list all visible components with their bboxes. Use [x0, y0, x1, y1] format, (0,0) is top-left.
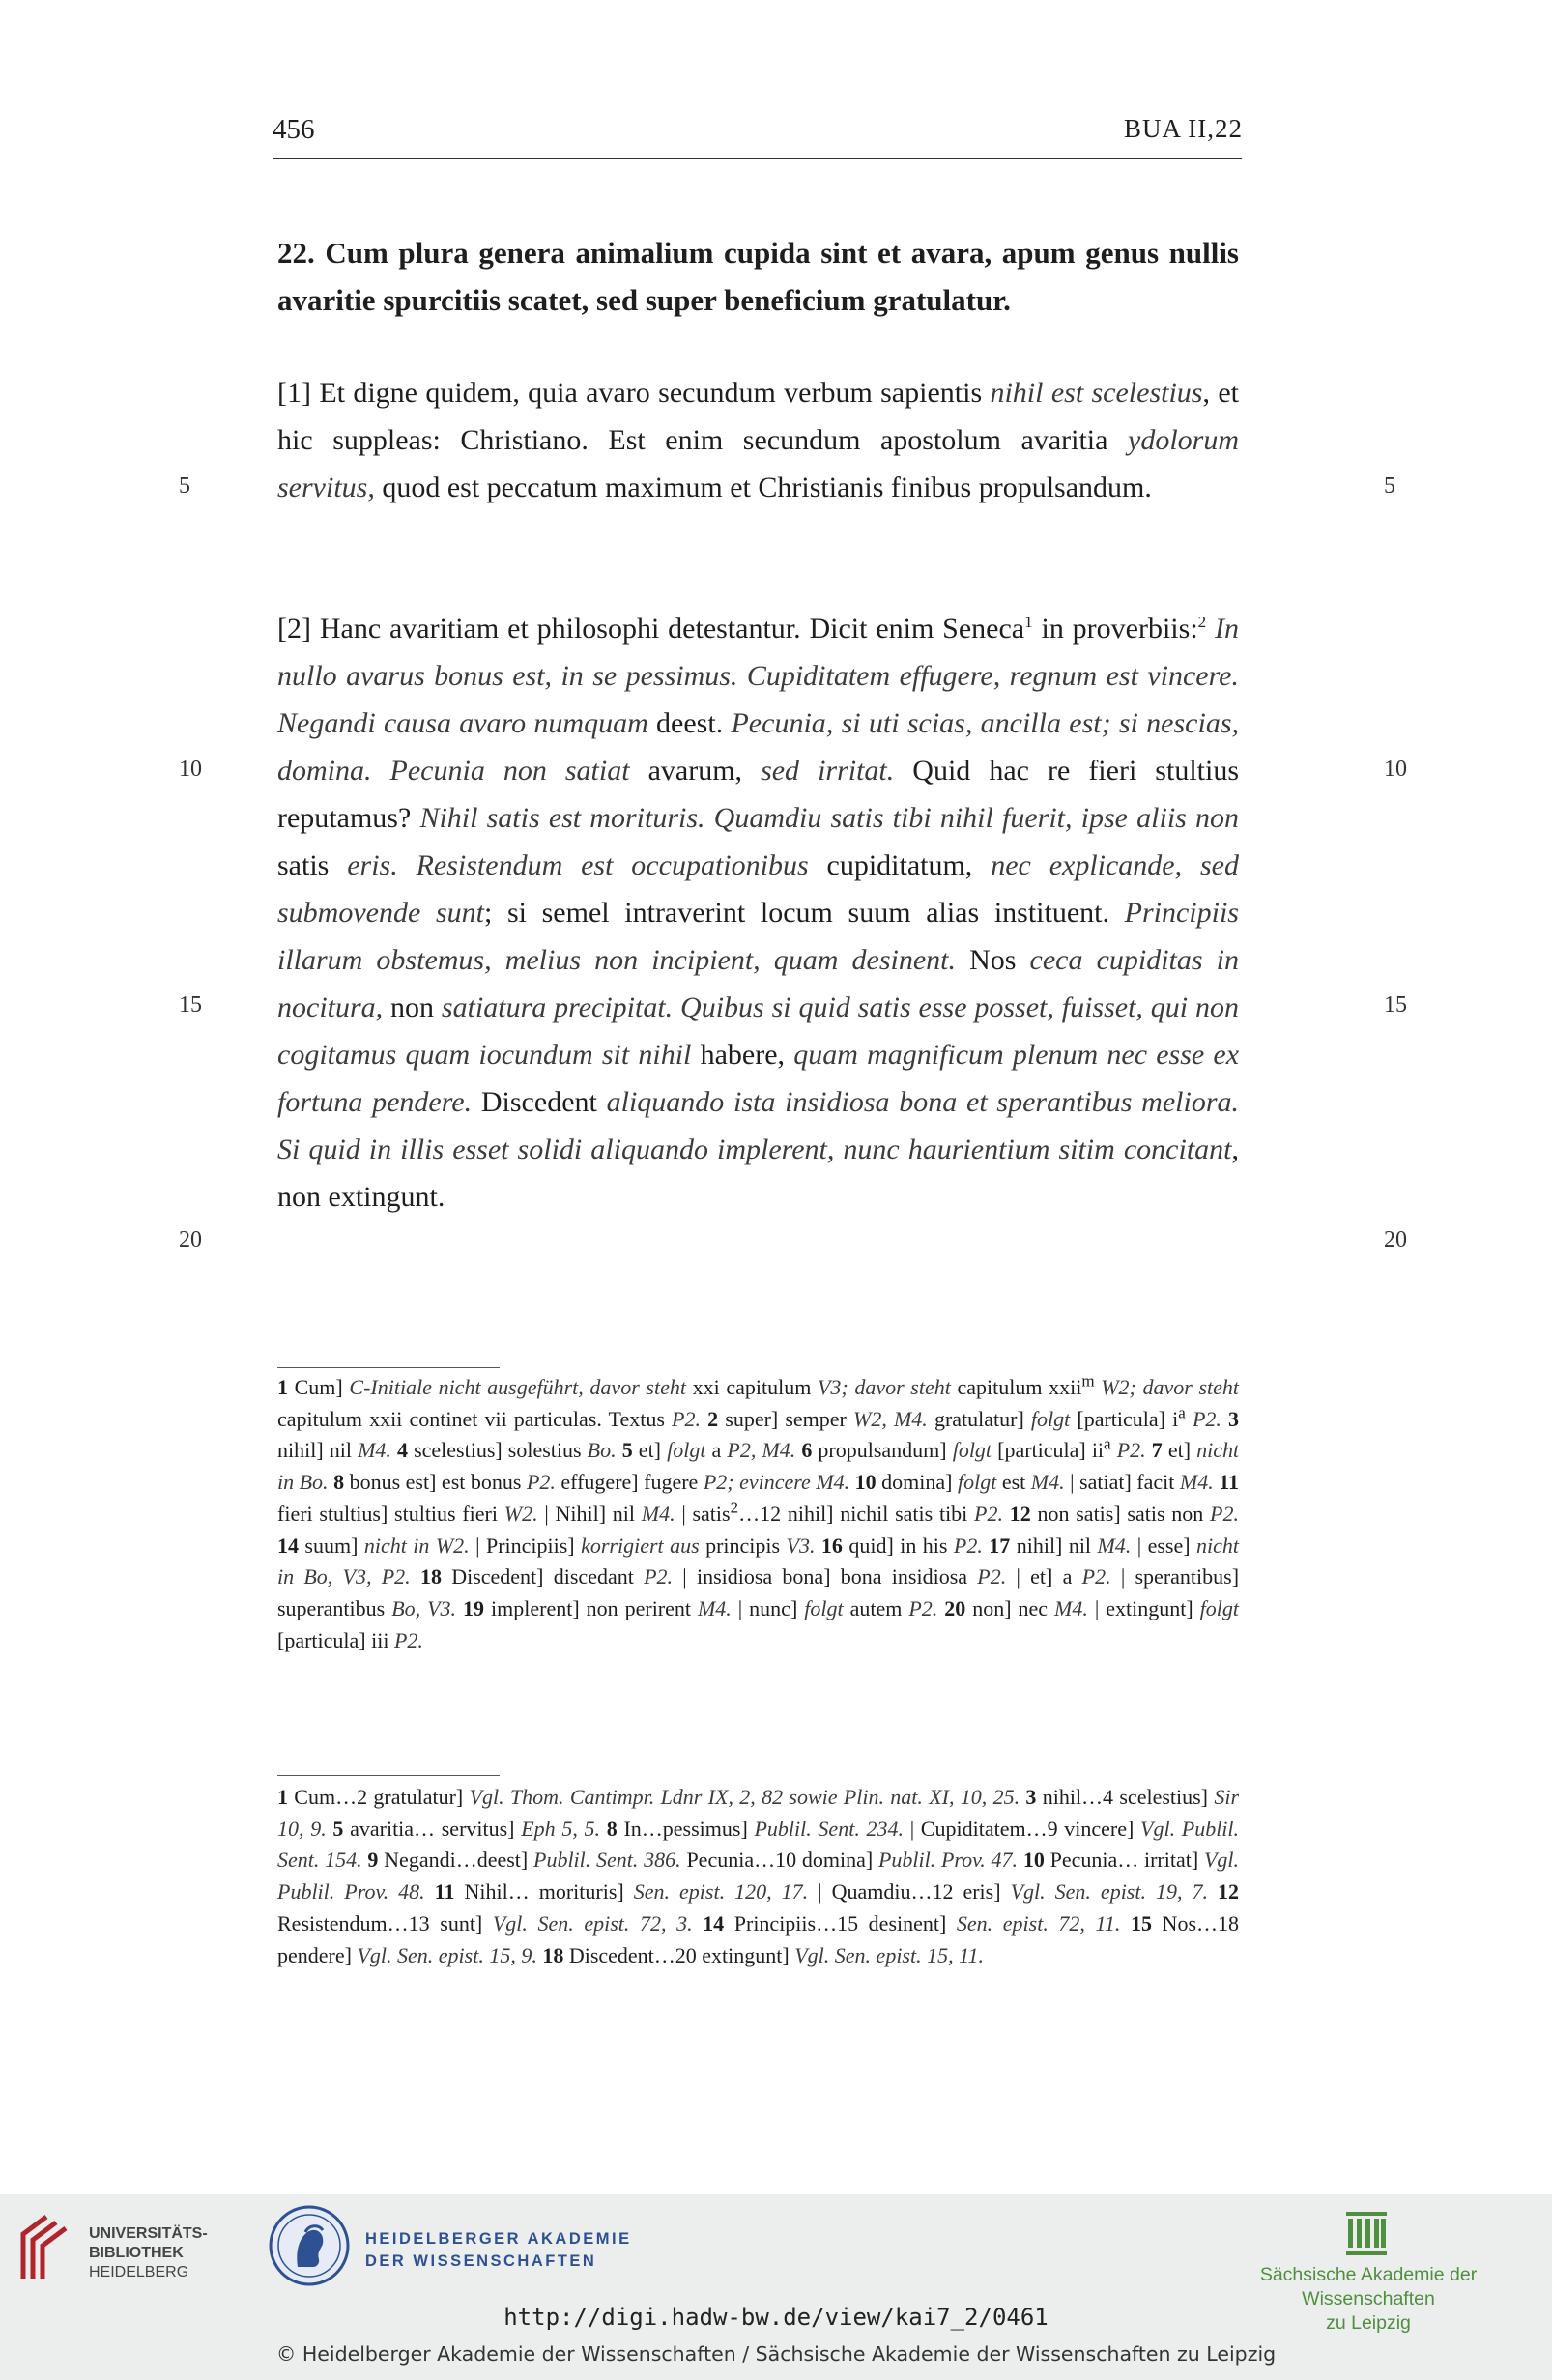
editorial-note: V3; davor steht [817, 1375, 951, 1399]
text-run: Nihil… morituris] [454, 1879, 634, 1905]
line-reference: 5 [621, 1438, 633, 1463]
footnote-ref: 1 [1024, 613, 1033, 631]
text-run: , et hic suppleas: Christiano. Est enim secundum apostolum avaritia [277, 377, 1239, 456]
copyright-notice: © Heidelberger Akademie der Wissenschaften / Sächsische Akademie der Wissenschaften zu Leipzig [275, 2342, 1277, 2366]
text-run: autem [843, 1595, 909, 1620]
quotation: nihil est scelestius [990, 377, 1203, 409]
text-run: non [383, 991, 442, 1023]
line-reference: 19 [463, 1595, 485, 1620]
quotation: quam magnificum plenum nec esse ex fortuna pendere. [277, 1039, 1240, 1118]
text-run: nihil…4 scelestius] [1036, 1785, 1215, 1809]
editorial-note: Sir 10, 9. [277, 1785, 1240, 1841]
editorial-note: P2. [644, 1564, 674, 1590]
text-run [1208, 1879, 1218, 1904]
hadw-seal-icon[interactable] [269, 2205, 350, 2286]
editorial-note: W2; davor steht [1101, 1375, 1240, 1399]
editorial-note: M4. [1179, 1470, 1214, 1495]
line-reference: 10 [1022, 1848, 1045, 1873]
text-run: xxi capitulum [685, 1375, 818, 1399]
line-reference: 14 [703, 1910, 725, 1936]
superscript: 2 [730, 1498, 739, 1517]
editorial-note: folgt [1199, 1595, 1239, 1620]
quotation: sed irritat. [761, 755, 895, 787]
line-reference: 14 [277, 1533, 299, 1558]
quotation: nec explicande, sed submovende sunt [277, 849, 1239, 929]
text-run: quod est peccatum maximum et Christianis finibus propulsandum. [374, 472, 1152, 503]
line-reference: 6 [801, 1438, 813, 1463]
editorial-note: W2, M4. [853, 1406, 928, 1431]
text-run: principis [699, 1533, 787, 1558]
text-run: effugere] fugere [555, 1470, 704, 1495]
text-run: Discedent…20 extingunt] [563, 1942, 795, 1967]
superscript: m [1081, 1371, 1095, 1391]
line-reference: 17 [989, 1533, 1011, 1558]
editorial-note: P2. [977, 1564, 1007, 1590]
line-reference: 8 [606, 1816, 618, 1841]
editorial-note: Eph 5, 5. [521, 1816, 601, 1841]
text-run: [particula] i [1070, 1406, 1179, 1431]
line-number-left: 10 [179, 757, 202, 782]
critical-apparatus [277, 1372, 1239, 1656]
line-number-right: 5 [1384, 473, 1395, 499]
text-run [411, 1564, 420, 1589]
ub-logo-icon[interactable] [17, 2209, 75, 2284]
text-run: Nos…18 pendere] [277, 1910, 1240, 1967]
text-run: in proverbiis: [1032, 613, 1198, 645]
line-reference: 7 [1151, 1438, 1163, 1463]
text-run: | esse] [1131, 1533, 1197, 1558]
text-run [1221, 1407, 1228, 1431]
permalink-url[interactable]: http://digi.hadw-bw.de/view/kai7_2/0461 [503, 2304, 1049, 2331]
quotation: satiatura precipitat. Quibus si quid satis esse posset, fuisset, qui non cogitamus quam iocundum sit nihil [277, 991, 1239, 1071]
text-run: est [996, 1470, 1031, 1495]
text-run [1120, 1911, 1131, 1936]
editorial-note: P2. [908, 1595, 938, 1620]
ub-wordmark [89, 2224, 208, 2282]
ub-name-line: BIBLIOTHEK [89, 2245, 184, 2261]
text-run: non satis] satis non [1030, 1501, 1211, 1526]
text-run: Cum…2 gratulatur] [288, 1785, 470, 1809]
text-run: Pecunia… irritat] [1044, 1848, 1204, 1873]
text-run: satis [277, 849, 348, 881]
editorial-note: M4. [358, 1438, 391, 1463]
editorial-note: Sen. epist. 72, 11. [956, 1910, 1121, 1936]
superscript: a [1104, 1435, 1111, 1454]
text-run: avarum, [629, 755, 762, 787]
text-run: [2] Hanc avaritiam et philosophi detestantur. Dicit enim Seneca [277, 613, 1025, 645]
line-number-left: 5 [179, 473, 190, 499]
text-run: nihil] nil [277, 1438, 359, 1463]
text-run: et] [1162, 1438, 1197, 1463]
quotation: Principiis illarum obstemus, melius non incipient, quam desinent. [277, 897, 1239, 976]
editorial-note: M4. [641, 1501, 675, 1526]
line-reference: 11 [434, 1879, 455, 1905]
editorial-note: Vgl. Sen. epist. 15, 9. [357, 1942, 537, 1967]
text-run: | sperantibus] superantibus [277, 1564, 1240, 1620]
superscript: a [1178, 1403, 1186, 1422]
text-run: [1] Et digne quidem, quia avaro secundum verbum sapientis [277, 377, 991, 409]
source-apparatus [277, 1782, 1239, 1971]
apparatus-rule [277, 1367, 500, 1368]
line-reference: 18 [542, 1942, 564, 1967]
editorial-note: nicht in W2. [363, 1533, 470, 1558]
editorial-note: Sen. epist. 120, 17. [633, 1879, 809, 1905]
text-run: capitulum xxii continet vii particulas. Textus [277, 1406, 673, 1431]
quotation: Nihil satis est morituris. Quamdiu satis tibi nihil fuerit, ipse aliis non [419, 802, 1240, 834]
text-run: habere, [691, 1039, 794, 1071]
editorial-note: P2. [393, 1627, 423, 1652]
text-run: Principiis…15 desinent] [724, 1910, 957, 1936]
editorial-note: P2. [1210, 1501, 1239, 1526]
line-number-left: 15 [179, 992, 202, 1018]
line-number-right: 15 [1384, 992, 1407, 1018]
line-reference: 2 [707, 1406, 719, 1431]
line-reference: 3 [1025, 1785, 1037, 1809]
editorial-note: folgt [952, 1438, 992, 1463]
saxon-academy-logo-icon[interactable] [1344, 2208, 1389, 2258]
line-reference: 3 [1228, 1406, 1240, 1431]
editorial-note: Vgl. Publil. Prov. 48. [277, 1848, 1240, 1905]
text-run: scelestius] solestius [407, 1438, 588, 1463]
editorial-note: M4. [1030, 1470, 1065, 1495]
page-number: 456 [273, 114, 315, 145]
text-run: nihil] nil [1010, 1533, 1098, 1558]
text-run: non] nec [965, 1595, 1055, 1620]
text-run: Quid hac re fieri stultius reputamus? [277, 755, 1239, 834]
editorial-note: Publil. Sent. 386. [533, 1848, 681, 1873]
text-run: | satiat] facit [1064, 1470, 1180, 1495]
text-run: Pecunia…10 domina] [680, 1848, 878, 1873]
text-run: propulsandum] [812, 1438, 953, 1463]
header-rule [273, 158, 1242, 159]
footnote-ref: 2 [1197, 613, 1207, 631]
line-reference: 18 [419, 1564, 442, 1590]
text-run [425, 1879, 435, 1904]
sources-rule [277, 1775, 500, 1776]
text-run: quid] in his [842, 1533, 954, 1558]
paragraph-1 [277, 369, 1239, 511]
line-number-right: 20 [1384, 1227, 1407, 1252]
ub-city-line: HEIDELBERG [89, 2264, 189, 2280]
saxon-city-line: zu Leipzig [1326, 2312, 1411, 2334]
line-reference: 15 [1130, 1910, 1152, 1936]
text-run: , non extingunt. [277, 1133, 1239, 1213]
text-run [1003, 1502, 1010, 1526]
line-reference: 8 [333, 1470, 345, 1495]
editorial-note: Vgl. Sen. epist. 72, 3. [492, 1910, 693, 1936]
text-run: Discedent [472, 1086, 607, 1118]
line-reference: 5 [332, 1816, 344, 1841]
editorial-note: Vgl. Publil. Sent. 154. [277, 1816, 1240, 1873]
editorial-note: M4. [1054, 1595, 1088, 1620]
text-run [1206, 613, 1215, 645]
editorial-note: Bo, V3. [391, 1595, 457, 1620]
line-reference: 16 [820, 1533, 843, 1558]
text-run: | satis [675, 1501, 731, 1526]
text-run: a [705, 1438, 728, 1463]
text-run: | Quamdiu…12 eris] [808, 1879, 1011, 1905]
text-run: | Principiis] [469, 1533, 582, 1558]
editorial-note: Vgl. Sen. epist. 19, 7. [1010, 1879, 1209, 1905]
text-run: Negandi…deest] [378, 1848, 533, 1873]
editorial-note: folgt [957, 1470, 997, 1495]
editorial-note: nicht in Bo, V3, P2. [277, 1533, 1240, 1590]
line-reference: 1 [277, 1375, 288, 1399]
ub-name-line: UNIVERSITÄTS- [89, 2225, 208, 2242]
line-reference: 20 [944, 1595, 966, 1620]
quotation: aliquando ista insidiosa bona et sperantibus meliora. Si quid in illis esset solidi aliquando implerent, nunc haurientium sitim concitant [277, 1086, 1240, 1165]
editorial-note: P2. [672, 1406, 701, 1431]
editorial-note: P2. [1081, 1564, 1111, 1590]
text-run [693, 1911, 704, 1936]
quotation: ceca cupiditas in nocitura, [277, 944, 1239, 1023]
editorial-note: C-Initiale nicht ausgeführt, davor steht [349, 1375, 686, 1399]
text-run: Nos [956, 944, 1030, 976]
line-reference: 11 [1219, 1470, 1240, 1495]
running-head: BUA II,22 [1124, 114, 1243, 143]
editorial-note: M4. [697, 1595, 732, 1620]
editorial-note: Vgl. Sen. epist. 15, 11. [794, 1942, 984, 1967]
text-run: cupiditatum, [808, 849, 992, 881]
line-reference: 9 [367, 1848, 379, 1873]
editorial-note: folgt [804, 1595, 844, 1620]
editorial-note: Publil. Prov. 47. [877, 1848, 1019, 1873]
editorial-note: P2; evincere M4. [703, 1470, 850, 1495]
line-reference: 10 [854, 1470, 877, 1495]
line-reference: 12 [1009, 1501, 1031, 1526]
text-run: suum] [299, 1533, 364, 1558]
text-run: …12 nihil] nichil satis tibi [738, 1501, 975, 1526]
text-run: [particula] iii [277, 1627, 394, 1652]
line-number-right: 10 [1384, 757, 1407, 782]
text-run: Discedent] discedant [441, 1564, 645, 1590]
hadw-wordmark [365, 2228, 632, 2273]
editorial-note: nicht in Bo. [277, 1438, 1240, 1495]
editorial-note: folgt [667, 1438, 706, 1463]
line-reference: 1 [277, 1785, 288, 1809]
editorial-note: V3. [786, 1533, 816, 1558]
text-run: | insidiosa bona] bona insidiosa [673, 1564, 978, 1590]
text-run: | extingunt] [1087, 1595, 1200, 1620]
text-run: | nunc] [731, 1595, 805, 1620]
text-run: et] [632, 1438, 668, 1463]
editorial-note: Vgl. Thom. Cantimpr. Ldnr IX, 2, 82 sowie Plin. nat. XI, 10, 25. [469, 1785, 1020, 1809]
quotation: In nullo avarus bonus est, in se pessimus. Cupiditatem effugere, regnum est vincere. Negandi causa avaro numquam [277, 613, 1240, 739]
text-run: | et] a [1006, 1564, 1082, 1590]
text-run [1186, 1407, 1193, 1431]
editorial-note: P2, M4. [727, 1438, 796, 1463]
text-run: [particula] ii [992, 1438, 1105, 1463]
line-reference: 4 [396, 1438, 408, 1463]
text-run: | Nihil] nil [537, 1501, 642, 1526]
text-run: Cum] [288, 1375, 350, 1399]
quotation: eris. Resistendum est occupationibus [347, 849, 809, 881]
text-run: deest. [647, 707, 732, 739]
hadw-name-line: DER WISSENSCHAFTEN [365, 2252, 597, 2270]
text-run: gratulatur] [927, 1406, 1031, 1431]
text-run: capitulum xxii [950, 1375, 1082, 1399]
editorial-note: Publil. Sent. 234. [754, 1816, 905, 1841]
saxon-name-line: Sächsische Akademie der Wissenschaften [1259, 2264, 1478, 2309]
editorial-note: P2. [974, 1501, 1003, 1526]
quotation: ydolorum servitus, [277, 424, 1239, 503]
editorial-note: P2. [953, 1533, 983, 1558]
text-run: domina] [876, 1470, 958, 1495]
text-run [600, 1817, 607, 1841]
editorial-note: P2. [1116, 1438, 1146, 1463]
text-run: Resistendum…13 sunt] [277, 1910, 493, 1936]
text-run: avaritia… servitus] [343, 1816, 522, 1841]
text-run: fieri stultius] stultius fieri [277, 1501, 504, 1526]
editorial-note: P2. [526, 1470, 556, 1495]
text-run: | Cupiditatem…9 vincere] [904, 1816, 1141, 1841]
chapter-heading: 22. Cum plura genera animalium cupida sint et avara, apum genus nullis avaritie spurcitiis scatet, sed super beneficium gratulatur. [277, 236, 1239, 317]
text-run [456, 1596, 463, 1620]
editorial-note: Bo. [587, 1438, 617, 1463]
hadw-name-line: HEIDELBERGER AKADEMIE [365, 2230, 632, 2248]
line-number-left: 20 [179, 1227, 202, 1252]
text-run: In…pessimus] [617, 1816, 755, 1841]
paragraph-2 [277, 605, 1239, 1220]
editorial-note: M4. [1097, 1533, 1132, 1558]
editorial-note: P2. [1192, 1406, 1221, 1431]
editorial-note: W2. [503, 1501, 538, 1526]
line-reference: 12 [1218, 1879, 1240, 1905]
text-run: implerent] non perirent [484, 1595, 698, 1620]
editorial-note: korrigiert aus [581, 1533, 700, 1558]
quotation: Pecunia, si uti scias, ancilla est; si nescias, domina. Pecunia non satiat [277, 707, 1239, 787]
text-run: ; si semel intraverint locum suum alias instituent. [483, 897, 1125, 929]
text-run: super] semper [718, 1406, 854, 1431]
text-run: bonus est] est bonus [344, 1470, 527, 1495]
editorial-note: folgt [1030, 1406, 1071, 1431]
